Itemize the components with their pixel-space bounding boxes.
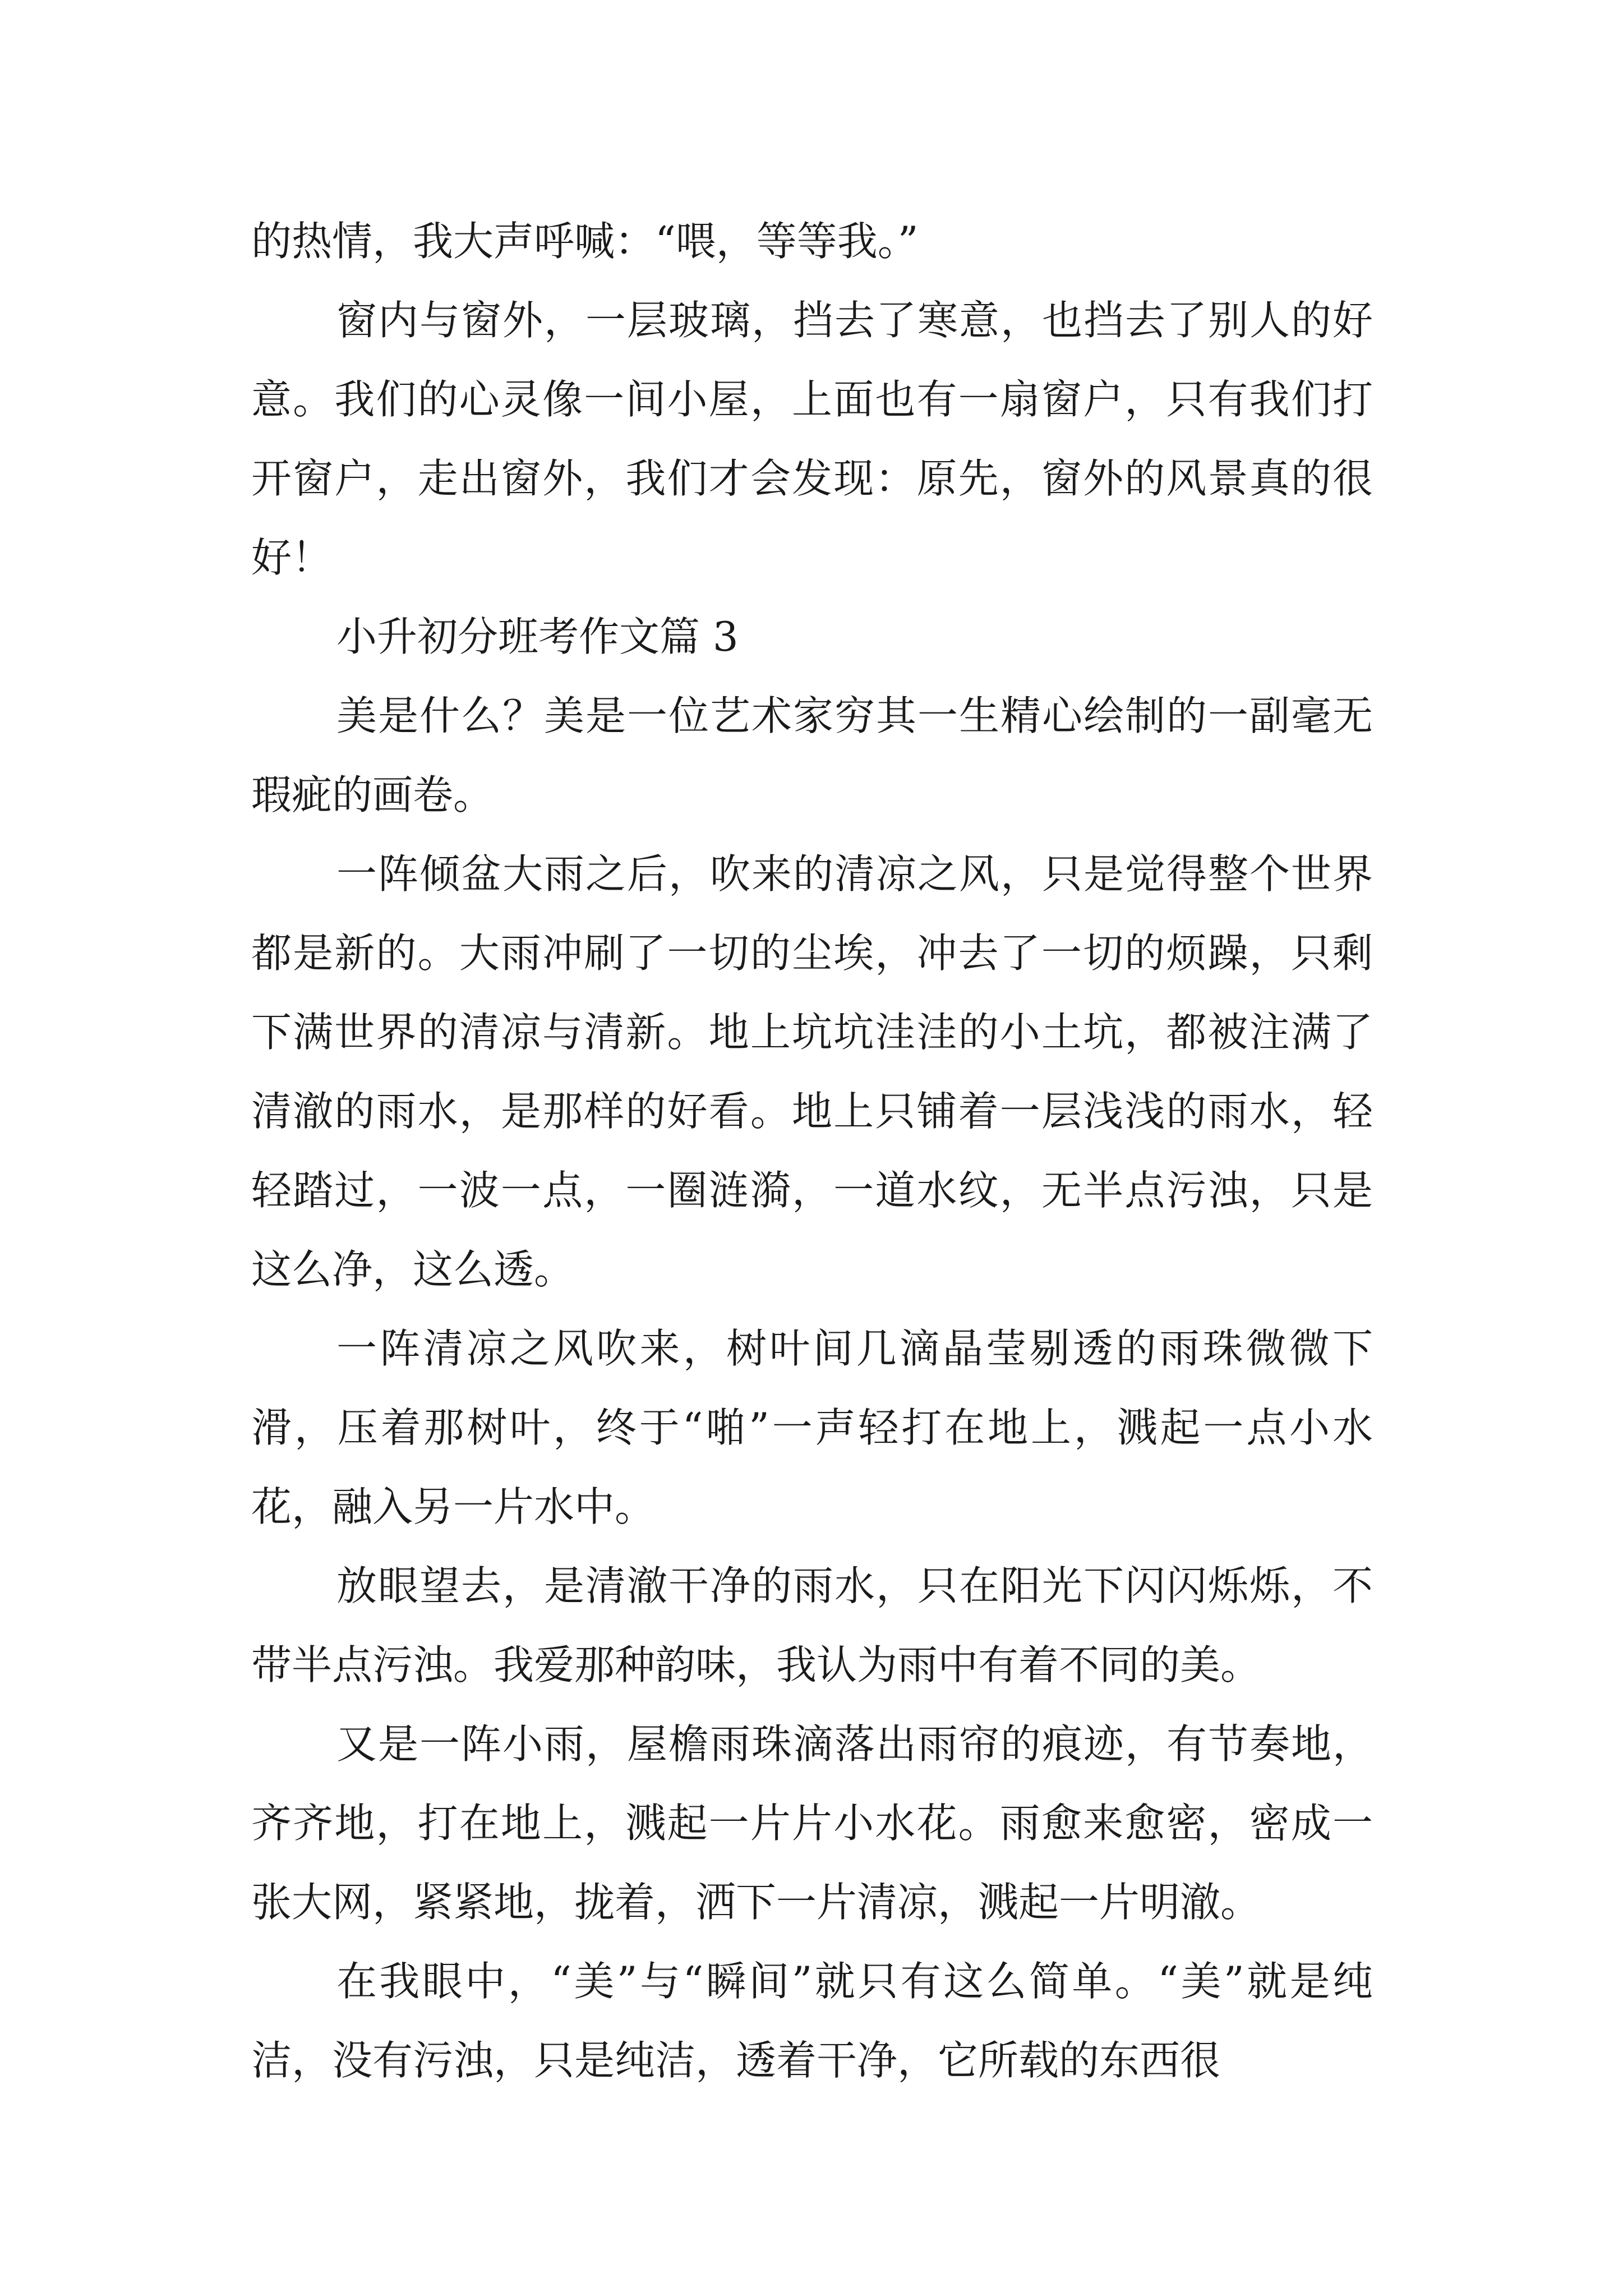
paragraph-window: 窗内与窗外，一层玻璃，挡去了寒意，也挡去了别人的好意。我们的心灵像一间小屋，上面也有一扇窗户，只有我们打开窗户，走出窗外，我们才会发现：原先，窗外的风景真的很好！	[251, 297, 1373, 581]
paragraph: 又是一阵小雨，屋檐雨珠滴落出雨帘的痕迹，有节奏地，齐齐地，打在地上，溅起一片片小水花。雨愈来愈密，密成一张大网，紧紧地，拢着，洒下一片清凉，溅起一片明澈。	[251, 1720, 1373, 1926]
paragraph-continuation: 的热情，我大声呼喊：“喂，等等我。”	[251, 218, 919, 265]
paragraph: 一阵倾盆大雨之后，吹来的清凉之风，只是觉得整个世界都是新的。大雨冲刷了一切的尘埃，冲去了一切的烦躁，只剩下满世界的清凉与清新。地上坑坑洼洼的小土坑，都被注满了清澈的雨水，是那样的好看。地上只铺着一层浅浅的雨水，轻轻踏过，一波一点，一圈涟漪，一道水纹，无半点污浊，只是这么净，这么透。	[251, 850, 1373, 1293]
paragraph: 放眼望去，是清澈干净的雨水，只在阳光下闪闪烁烁，不带半点污浊。我爱那种韵味，我认为雨中有着不同的美。	[251, 1562, 1373, 1688]
document-body	[251, 202, 1373, 2100]
paragraph: 在我眼中，“美”与“瞬间”就只有这么简单。“美”就是纯洁，没有污浊，只是纯洁，透着干净，它所载的东西很	[251, 1958, 1373, 2084]
paragraph: 美是什么？美是一位艺术家穷其一生精心绘制的一副毫无瑕疵的画卷。	[251, 692, 1373, 818]
paragraph: 一阵清凉之风吹来，树叶间几滴晶莹剔透的雨珠微微下滑，压着那树叶，终于“啪”一声轻打在地上，溅起一点小水花，融入另一片水中。	[251, 1325, 1373, 1530]
section-heading: 小升初分班考作文篇 3	[336, 613, 739, 660]
